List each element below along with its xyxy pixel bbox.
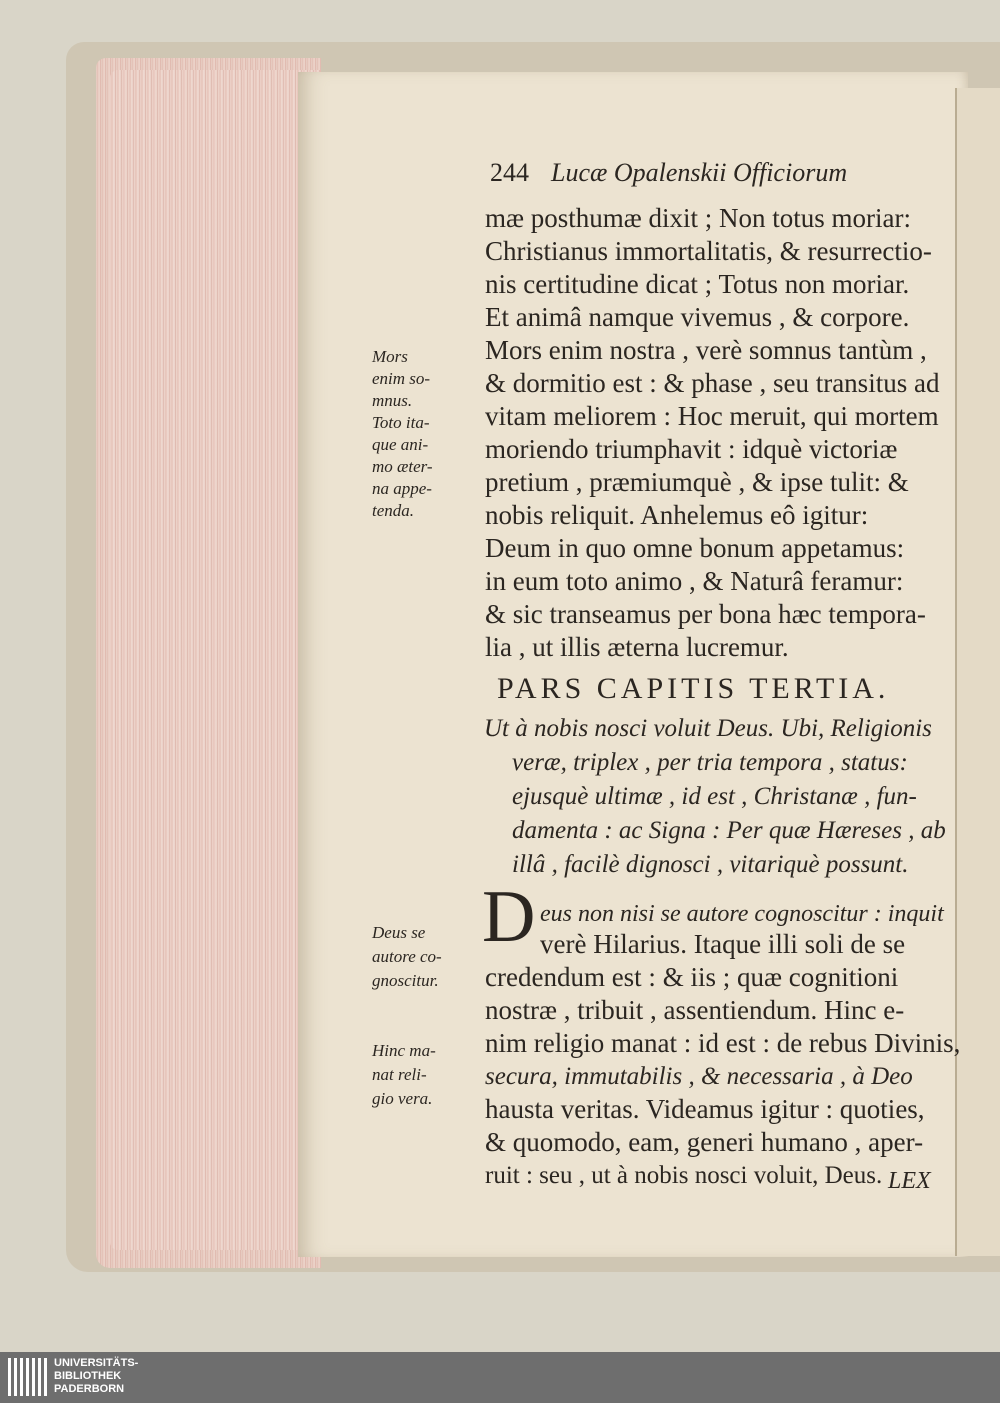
page-edges-inner [110, 70, 320, 1250]
margin-note: gio vera. [372, 1089, 433, 1108]
margin-note: enim so- [372, 369, 431, 388]
library-name-line: BIBLIOTHEK [54, 1370, 122, 1382]
margin-note: nat reli- [372, 1065, 427, 1084]
summary-line: damenta : ac Signa : Per quæ Hæreses , ab [512, 817, 946, 844]
summary-line: Ut à nobis nosci voluit Deus. Ubi, Religionis [484, 715, 932, 742]
body-line: lia , ut illis æterna lucremur. [485, 632, 789, 662]
library-name-line: UNIVERSITÄTS- [54, 1357, 139, 1369]
body-line: nobis reliquit. Anhelemus eô igitur: [485, 500, 869, 530]
body-line: & quomodo, eam, generi humano , aper- [485, 1127, 924, 1157]
body-line: eus non nisi se autore cognoscitur : inquit [540, 901, 944, 927]
body-line: pretium , præmiumquè , & ipse tulit: & [485, 467, 909, 497]
body-line: in eum toto animo , & Naturâ feramur: [485, 566, 904, 596]
body-line: nis certitudine dicat ; Totus non moriar. [485, 269, 910, 299]
library-logo-icon [8, 1358, 48, 1396]
margin-note: que ani- [372, 435, 429, 454]
body-line: Deum in quo omne bonum appetamus: [485, 533, 905, 563]
library-footer [0, 1352, 1000, 1403]
body-line: Christianus immortalitatis, & resurrectio- [485, 236, 932, 266]
body-line: verè Hilarius. Itaque illi soli de se [540, 929, 906, 959]
margin-note: tenda. [372, 501, 415, 520]
body-line: vitam meliorem : Hoc meruit, qui mortem [485, 401, 939, 431]
body-line: & sic transeamus per bona hæc tempora- [485, 599, 926, 629]
body-line: hausta veritas. Videamus igitur : quoties, [485, 1094, 925, 1124]
margin-note: Hinc ma- [372, 1041, 436, 1060]
margin-note: autore co- [372, 947, 442, 966]
body-line: moriendo triumphavit : idquè victoriæ [485, 434, 898, 464]
body-line: nostræ , tribuit , assentiendum. Hinc e- [485, 995, 905, 1025]
summary-line: illâ , facilè dignosci , vitariquè possunt. [512, 851, 909, 878]
page-number: 244 [490, 158, 529, 187]
margin-note: Mors [372, 347, 408, 366]
body-line: mæ posthumæ dixit ; Non totus moriar: [485, 203, 912, 233]
body-line: ruit : seu , ut à nobis nosci voluit, Deus. [485, 1162, 883, 1189]
summary-line: ejusquè ultimæ , id est , Christanæ , fun- [512, 783, 917, 810]
margin-note: mo æter- [372, 457, 433, 476]
margin-note: mnus. [372, 391, 413, 410]
section-heading: PARS CAPITIS TERTIA. [497, 672, 890, 705]
body-line: secura, immutabilis , & necessaria , à Deo [485, 1063, 913, 1090]
facing-page-edge [955, 88, 1000, 1256]
running-title: Lucæ Opalenskii Officiorum [551, 158, 848, 187]
body-line: nim religio manat : id est : de rebus Divinis, [485, 1028, 961, 1058]
running-head [490, 158, 847, 188]
margin-note: Toto ita- [372, 413, 430, 432]
body-line: Et animâ namque vivemus , & corpore. [485, 302, 910, 332]
margin-note: Deus se [372, 923, 426, 942]
drop-cap: D [482, 876, 536, 958]
body-line: Mors enim nostra , verè somnus tantùm , [485, 335, 927, 365]
margin-note: na appe- [372, 479, 432, 498]
catchword: LEX [888, 1168, 931, 1194]
summary-line: veræ, triplex , per tria tempora , status: [512, 749, 908, 776]
body-line: credendum est : & iis ; quæ cognitioni [485, 962, 899, 992]
library-name-line: PADERBORN [54, 1383, 125, 1395]
library-name [54, 1357, 138, 1396]
margin-note: gnoscitur. [372, 971, 439, 990]
body-line: & dormitio est : & phase , seu transitus ad [485, 368, 940, 398]
